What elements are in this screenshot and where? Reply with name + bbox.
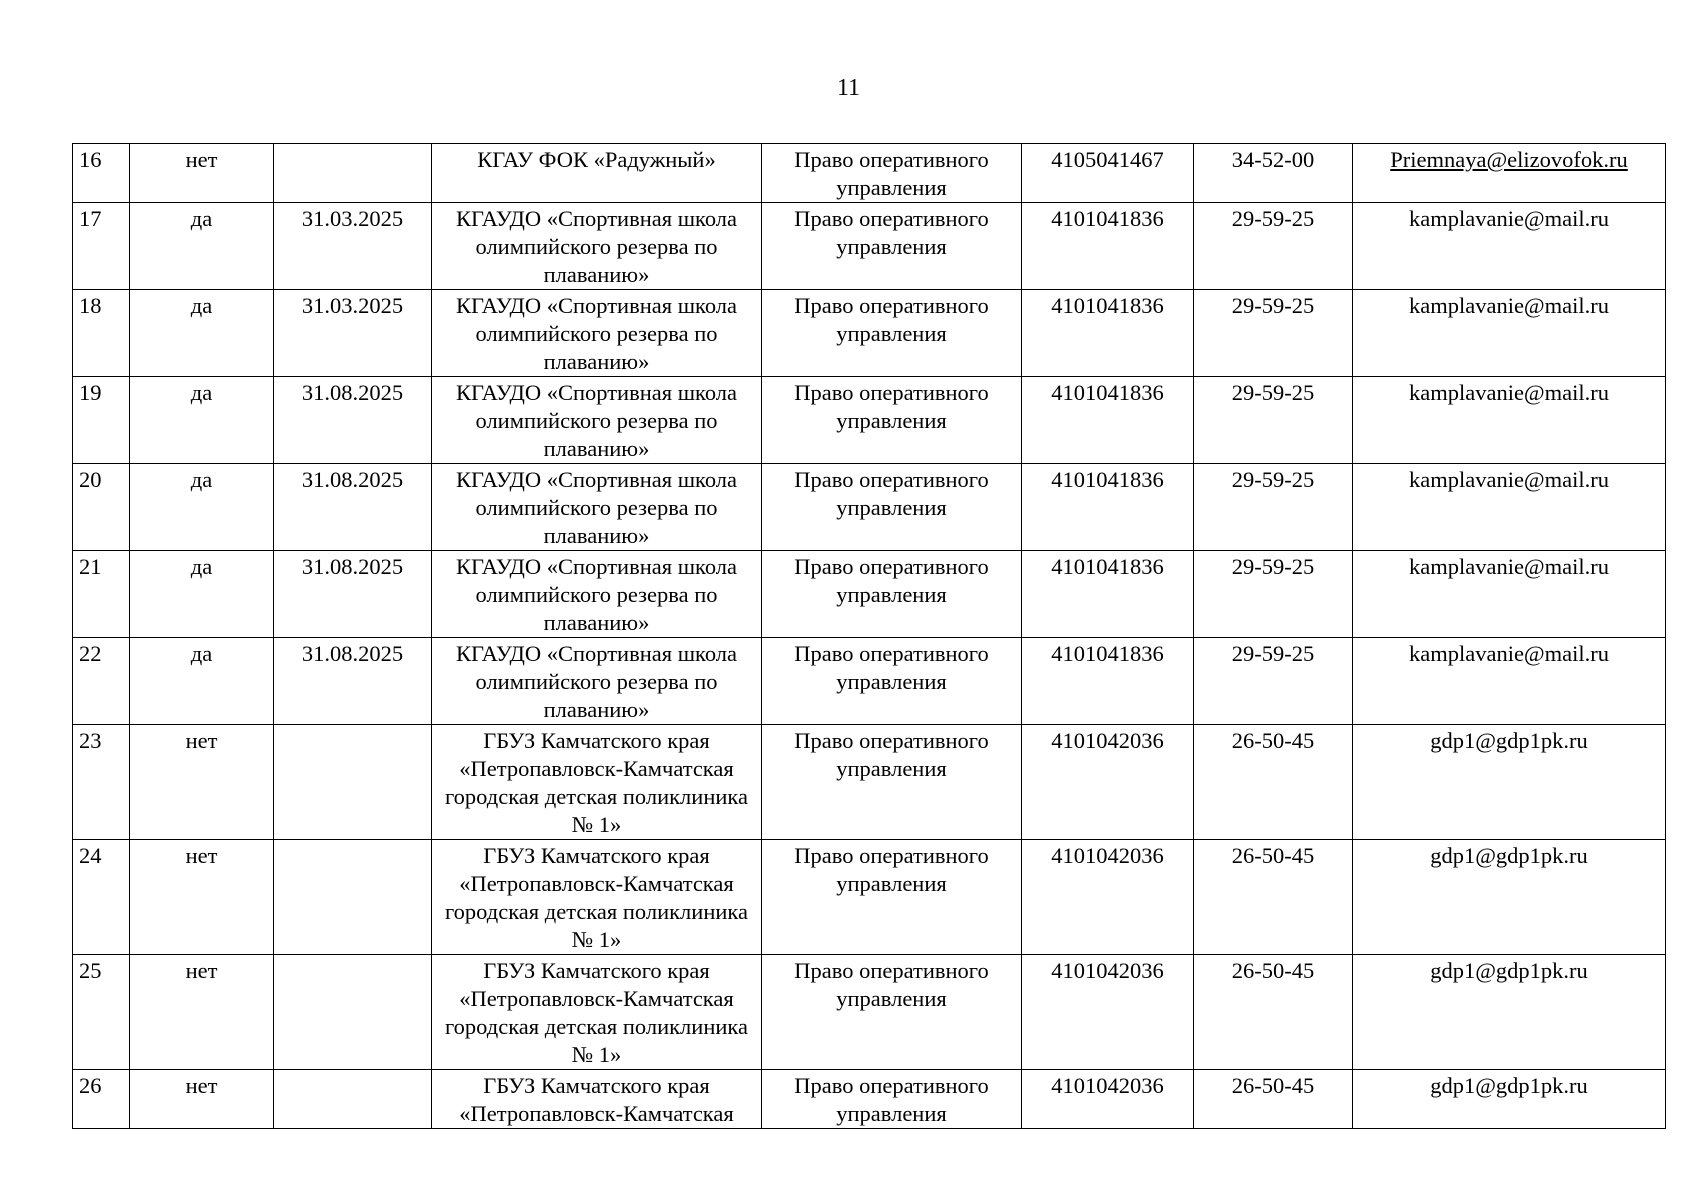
date-cell (274, 725, 432, 840)
table-row (73, 1070, 1666, 1129)
organization-cell: ГБУЗ Камчатского края «Петропавловск-Камчатская городская детская поликлиника № 1» (432, 955, 762, 1070)
phone-cell: 29-59-25 (1194, 551, 1353, 638)
inn-cell: 4101042036 (1022, 955, 1194, 1070)
right-type-cell: Право оперативного управления (762, 290, 1022, 377)
right-type-cell: Право оперативного управления (762, 1070, 1022, 1129)
email-cell: kamplavanie@mail.ru (1353, 377, 1666, 464)
organization-cell: КГАУ ФОК «Радужный» (432, 144, 762, 203)
date-cell (274, 144, 432, 203)
inn-cell: 4101042036 (1022, 1070, 1194, 1129)
inn-cell: 4101041836 (1022, 290, 1194, 377)
table-row (73, 464, 1666, 551)
row-number-cell: 18 (73, 290, 130, 377)
row-number-cell: 23 (73, 725, 130, 840)
phone-cell: 29-59-25 (1194, 464, 1353, 551)
date-cell: 31.03.2025 (274, 290, 432, 377)
phone-cell: 29-59-25 (1194, 290, 1353, 377)
table-row (73, 955, 1666, 1070)
row-number-cell: 21 (73, 551, 130, 638)
flag-cell: нет (130, 725, 274, 840)
table-row (73, 203, 1666, 290)
email-cell: gdp1@gdp1pk.ru (1353, 725, 1666, 840)
date-cell: 31.03.2025 (274, 203, 432, 290)
row-number-cell: 26 (73, 1070, 130, 1129)
inn-cell: 4101042036 (1022, 840, 1194, 955)
organization-cell: КГАУДО «Спортивная школа олимпийского резерва по плаванию» (432, 290, 762, 377)
flag-cell: нет (130, 840, 274, 955)
flag-cell: да (130, 551, 274, 638)
email-cell: kamplavanie@mail.ru (1353, 551, 1666, 638)
email-link[interactable]: Priemnaya@elizovofok.ru (1390, 147, 1628, 172)
organization-cell: КГАУДО «Спортивная школа олимпийского резерва по плаванию» (432, 638, 762, 725)
row-number-cell: 25 (73, 955, 130, 1070)
right-type-cell: Право оперативного управления (762, 144, 1022, 203)
organization-cell: ГБУЗ Камчатского края «Петропавловск-Камчатская городская детская поликлиника № 1» (432, 840, 762, 955)
phone-cell: 29-59-25 (1194, 203, 1353, 290)
table-row (73, 638, 1666, 725)
flag-cell: да (130, 377, 274, 464)
date-cell: 31.08.2025 (274, 464, 432, 551)
inn-cell: 4101041836 (1022, 464, 1194, 551)
phone-cell: 29-59-25 (1194, 638, 1353, 725)
row-number-cell: 24 (73, 840, 130, 955)
phone-cell: 26-50-45 (1194, 1070, 1353, 1129)
flag-cell: нет (130, 144, 274, 203)
inn-cell: 4101041836 (1022, 551, 1194, 638)
email-cell: kamplavanie@mail.ru (1353, 464, 1666, 551)
flag-cell: нет (130, 955, 274, 1070)
right-type-cell: Право оперативного управления (762, 377, 1022, 464)
table-row (73, 725, 1666, 840)
right-type-cell: Право оперативного управления (762, 464, 1022, 551)
email-cell: gdp1@gdp1pk.ru (1353, 955, 1666, 1070)
phone-cell: 34-52-00 (1194, 144, 1353, 203)
email-cell: gdp1@gdp1pk.ru (1353, 1070, 1666, 1129)
row-number-cell: 19 (73, 377, 130, 464)
email-cell: kamplavanie@mail.ru (1353, 638, 1666, 725)
flag-cell: нет (130, 1070, 274, 1129)
inn-cell: 4101041836 (1022, 638, 1194, 725)
flag-cell: да (130, 203, 274, 290)
date-cell: 31.08.2025 (274, 377, 432, 464)
inn-cell: 4101041836 (1022, 203, 1194, 290)
phone-cell: 26-50-45 (1194, 955, 1353, 1070)
phone-cell: 26-50-45 (1194, 725, 1353, 840)
date-cell (274, 955, 432, 1070)
table-row (73, 144, 1666, 203)
right-type-cell: Право оперативного управления (762, 840, 1022, 955)
row-number-cell: 17 (73, 203, 130, 290)
registry-table (72, 143, 1666, 1129)
inn-cell: 4101041836 (1022, 377, 1194, 464)
right-type-cell: Право оперативного управления (762, 203, 1022, 290)
phone-cell: 29-59-25 (1194, 377, 1353, 464)
organization-cell: КГАУДО «Спортивная школа олимпийского резерва по плаванию» (432, 464, 762, 551)
organization-cell: ГБУЗ Камчатского края «Петропавловск-Камчатская (432, 1070, 762, 1129)
flag-cell: да (130, 638, 274, 725)
inn-cell: 4105041467 (1022, 144, 1194, 203)
flag-cell: да (130, 464, 274, 551)
phone-cell: 26-50-45 (1194, 840, 1353, 955)
right-type-cell: Право оперативного управления (762, 955, 1022, 1070)
date-cell: 31.08.2025 (274, 551, 432, 638)
date-cell: 31.08.2025 (274, 638, 432, 725)
email-cell: gdp1@gdp1pk.ru (1353, 840, 1666, 955)
organization-cell: КГАУДО «Спортивная школа олимпийского резерва по плаванию» (432, 551, 762, 638)
date-cell (274, 1070, 432, 1129)
registry-table-body (73, 144, 1666, 1129)
row-number-cell: 22 (73, 638, 130, 725)
right-type-cell: Право оперативного управления (762, 638, 1022, 725)
inn-cell: 4101042036 (1022, 725, 1194, 840)
row-number-cell: 16 (73, 144, 130, 203)
right-type-cell: Право оперативного управления (762, 725, 1022, 840)
email-cell: kamplavanie@mail.ru (1353, 290, 1666, 377)
organization-cell: КГАУДО «Спортивная школа олимпийского резерва по плаванию» (432, 203, 762, 290)
table-row (73, 290, 1666, 377)
organization-cell: ГБУЗ Камчатского края «Петропавловск-Камчатская городская детская поликлиника № 1» (432, 725, 762, 840)
organization-cell: КГАУДО «Спортивная школа олимпийского резерва по плаванию» (432, 377, 762, 464)
table-row (73, 840, 1666, 955)
flag-cell: да (130, 290, 274, 377)
page-number: 11 (836, 75, 861, 101)
row-number-cell: 20 (73, 464, 130, 551)
date-cell (274, 840, 432, 955)
right-type-cell: Право оперативного управления (762, 551, 1022, 638)
email-cell: kamplavanie@mail.ru (1353, 203, 1666, 290)
email-cell (1353, 144, 1666, 203)
table-row (73, 377, 1666, 464)
table-row (73, 551, 1666, 638)
